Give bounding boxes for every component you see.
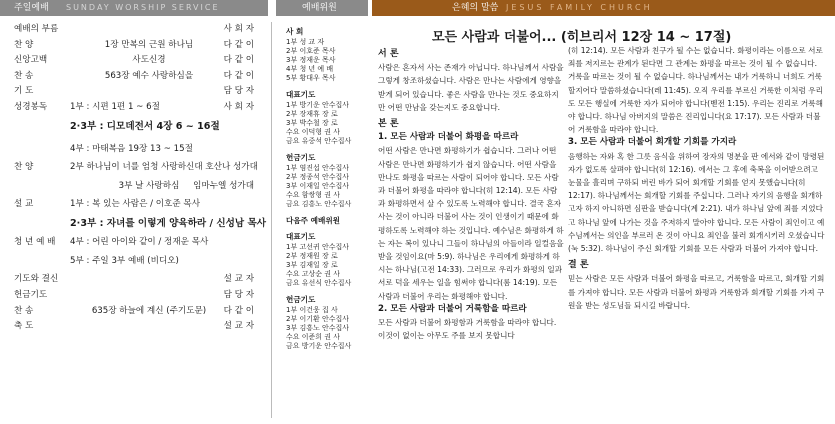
- row-content: 635장 하늘에 계신 (주기도문): [91, 305, 207, 316]
- committee-member: 수요 고상순 권 사: [286, 270, 341, 278]
- committee-panel: [276, 0, 368, 424]
- committee-member: 4부 청 년 예 배: [286, 65, 334, 73]
- worship-order-row: [0, 69, 268, 85]
- column-divider: [271, 22, 272, 418]
- committee-section-title: 사 회: [286, 27, 304, 36]
- row-responsible: 담 당 자: [223, 86, 254, 97]
- committee-section-title: 다음주 예배위원: [286, 216, 340, 225]
- row-label: 헌금기도: [14, 289, 48, 300]
- worship-order-row: [0, 100, 268, 116]
- row-label: 기 도: [14, 86, 34, 97]
- sermon-title: 모든 사람과 더불어... (히브리서 12장 14 ~ 17절): [432, 30, 732, 45]
- worship-order-row: [0, 38, 268, 54]
- sermon-heading: 본 론: [378, 119, 399, 130]
- row-label: 찬 양: [14, 161, 34, 172]
- committee-member: 1부 성 교 자: [286, 38, 325, 46]
- committee-member: 2부 장재휴 장 로: [286, 110, 338, 118]
- worship-order-row: [0, 22, 268, 38]
- sermon-heading: 결 론: [568, 260, 589, 271]
- row-responsible: 다 같 이: [223, 70, 254, 81]
- row-label: 찬 송: [14, 305, 34, 316]
- row-content: 1장 만복의 근원 하나님: [104, 39, 194, 50]
- sermon-section-title: 은혜의 말씀: [452, 3, 499, 13]
- committee-member: 3부 이재일 안수집사: [286, 182, 349, 190]
- row-label: 찬 양: [14, 39, 34, 50]
- worship-order-header: [0, 0, 268, 16]
- sermon-heading: 2. 모든 사람과 더불어 거룩함을 따르라: [378, 303, 527, 314]
- committee-member: 2부 이기환 안수집사: [286, 315, 349, 323]
- committee-member: 3부 박수철 장 로: [286, 119, 338, 127]
- row-content: 2부 하나님이 너를 엄청 사랑하신대 호산나 성가대: [70, 161, 258, 172]
- row-responsible: 다 같 이: [223, 39, 254, 50]
- committee-member: 수요 함쌍형 권 사: [286, 191, 341, 199]
- row-responsible: 설 교 자: [223, 274, 254, 285]
- row-content: 2·3부 : 자녀를 이렇게 양육하라 / 신성남 목사: [70, 217, 266, 229]
- worship-order-row: [0, 53, 268, 69]
- row-content: 1부 : 복 있는 사람은 / 이호준 목사: [70, 199, 200, 210]
- sermon-header: [372, 0, 835, 16]
- row-label: 성경봉독: [14, 101, 48, 112]
- committee-member: 1부 고선귀 안수집사: [286, 243, 349, 251]
- row-responsible: 설 교 자: [223, 321, 254, 332]
- committee-member: 금요 유중석 안수집사: [286, 137, 352, 145]
- worship-order-row: [0, 272, 268, 288]
- row-content: 3부 날 사랑하심: [118, 181, 180, 192]
- sermon-heading: 서 론: [378, 49, 399, 59]
- committee-member: 1부 염진섭 안수집사: [286, 164, 349, 172]
- sermon-section-en-title: JESUS FAMILY CHURCH: [506, 3, 653, 12]
- committee-title: 예배위원: [302, 3, 337, 13]
- committee-member: 2부 이호준 목사: [286, 47, 336, 55]
- sermon-column-1: [378, 44, 564, 342]
- worship-order-row: [0, 197, 268, 213]
- committee-member: 수요 이준희 권 사: [286, 333, 341, 341]
- committee-section-title: 대표기도: [286, 232, 316, 241]
- committee-member: 2부 정재원 장 로: [286, 252, 338, 260]
- row-content: 사도신경: [132, 55, 166, 66]
- worship-order-row: [0, 160, 268, 176]
- row-responsible: 임마누엘 성가대: [193, 181, 254, 192]
- sermon-heading: 3. 모든 사람과 더불어 회개할 기회를 가지라: [568, 137, 737, 148]
- row-content: 1부 : 시편 1편 1 ~ 6절: [70, 101, 160, 112]
- row-label: 예배의 부름: [14, 24, 59, 34]
- committee-member: 3부 김재일 장 로: [286, 261, 338, 269]
- committee-member: 1부 방기운 안수집사: [286, 101, 349, 109]
- committee-member: 수요 이덕형 권 사: [286, 128, 341, 136]
- committee-section-title: 헌금기도: [286, 153, 316, 162]
- committee-member: 2부 정종석 안수집사: [286, 173, 349, 181]
- worship-order-title: 주일예배: [14, 3, 49, 13]
- sermon-paragraph: 어떤 사람은 만나면 화평하기가 쉽습니다. 그러나 어떤 사람은 만나면 화평하기가 쉽지 않습니다. 어떤 사람을 만나도 화평을 따르는 사람이 되어야 합니다. 모든 사람과 더불어 화평을 따라야 합니다(히 12:14). 모든 사람과 화평하면서 살 수 있도록 노력해야 합니다. 결국 혼자 사는 것이 아니라 더불어 사는 것이 인생이기 때문에 화평하도록 노력해야 하는 것입니다. 예수님은 화평하게 하는 자는 복이 있나니 그들이 하나님의 아들이라 일컬음을 받을 것임이요(마 5:9). 하나님은 우리에게 화평하게 하시는 하나님(고전 14:33). 그러므로 우리가 화평의 일과 서로 덕을 세우는 일을 힘써야 합니다(롬 14:19). 모든 사람과 더불어 우리는 화평해야 합니다.: [378, 146, 564, 301]
- row-label: 축 도: [14, 321, 34, 332]
- worship-order-row: [0, 116, 268, 138]
- row-label: 신앙고백: [14, 55, 48, 66]
- sermon-panel: [372, 0, 835, 424]
- sermon-paragraph: 믿는 사람은 모든 사람과 더불어 화평을 따르고, 거룩함을 따르고, 회개할 기회를 가져야 합니다. 모든 사람과 더불어 화평과 거룩함과 회개할 기회를 가져 구원을 받는 성도님들 되시길 바랍니다.: [568, 274, 825, 310]
- row-label: 청 년 예 배: [14, 236, 56, 247]
- worship-order-row: [0, 304, 268, 320]
- sermon-column-2: [568, 44, 826, 312]
- committee-section-title: 대표기도: [286, 90, 316, 99]
- sermon-paragraph: 사람은 혼자서 사는 존재가 아닙니다. 하나님께서 사람을 그렇게 창조하셨습니다. 사람은 만나는 사람에게 영향을 받게 되어 있습니다. 좋은 사람을 만나는 것도 중요하지만 어떤 만남을 갖는지도 중요합니다.: [378, 63, 564, 112]
- worship-order-row: [0, 213, 268, 235]
- row-responsible: 사 회 자: [223, 24, 254, 34]
- committee-member: 금요 방기운 안수집사: [286, 342, 352, 350]
- row-responsible: 담 당 자: [223, 289, 254, 300]
- row-content: 2·3부 : 디모데전서 4장 6 ~ 16절: [70, 120, 220, 132]
- row-responsible: 다 같 이: [223, 55, 254, 66]
- committee-member: 금요 유선식 안수집사: [286, 279, 352, 287]
- worship-order-en-title: SUNDAY WORSHIP SERVICE: [66, 3, 220, 12]
- sermon-paragraph: 음행하는 자와 혹 한 그릇 음식을 위하여 장자의 명분을 판 에서와 같이 망령된 자가 없도록 살펴야 합니다(히 12:16). 에서는 그 후에 축복을 이어받으려고 눈물을 흘리며 구하되 버린 바가 되어 회개할 기회를 얻지 못했습니다(히 12:17). 하나님께서는 회개할 기회를 주십니다. 그러나 자기의 음행을 회개하고자 하지 아니하면 심판을 받습니다(계 2:21). 내가 하나님 앞에 죄를 지었다고 하나님 앞에 나가는 것을 주저하지 말아야 합니다. 모든 사람이 죄인이고 예수님께서는 의인을 부르러 온 것이 아니요 죄인을 불러 회개시키러 오셨습니다(눅 5:32). 하나님이 주신 회개할 기회를 모든 사람과 더불어 가져야 합니다.: [568, 151, 825, 254]
- committee-member: 1부 이건웅 집 사: [286, 306, 338, 314]
- row-content: 4부 : 마태복음 19장 13 ~ 15절: [70, 143, 193, 154]
- row-label: 찬 송: [14, 70, 34, 81]
- row-label: 설 교: [14, 199, 34, 210]
- worship-order-row: [0, 138, 268, 160]
- committee-section-title: 헌금기도: [286, 295, 316, 304]
- worship-order-row: [0, 235, 268, 251]
- committee-member: 3부 정재운 목사: [286, 56, 336, 64]
- worship-order-row: [0, 250, 268, 272]
- committee-member: 금요 김흥노 안수집사: [286, 200, 352, 208]
- worship-order-row: [0, 319, 268, 335]
- worship-order-panel: [0, 0, 268, 424]
- row-content: 5부 : 주일 3부 예배 (비디오): [70, 256, 179, 267]
- sermon-heading: 1. 모든 사람과 더불어 화평을 따르라: [378, 132, 519, 143]
- committee-member: 5부 황대우 목사: [286, 74, 336, 82]
- sermon-paragraph: (히 12:14). 모든 사람과 친구가 될 수는 없습니다. 화평이라는 이름으로 서로 죄를 저지르는 관계가 된다면 그 관계는 화평을 따르는 것이 될 수 없습니다. 거룩을 따르는 것이 될 수 없습니다. 하나님께서는 내가 거룩하니 너희도 거룩할지어다 말씀하셨습니다(레 11:45). 오직 우리를 부르신 거룩한 이처럼 우리도 모든 행실에 거룩한 자가 되어야 합니다(벧전 1:15). 우리는 진리로 거룩해야 합니다. 하나님 아버지의 말씀은 진리입니다(요 17:17). 모든 사람과 더불어 거룩함을 따라야 합니다.: [568, 46, 823, 135]
- row-responsible: 사 회 자: [223, 101, 254, 112]
- sermon-paragraph: 모든 사람과 더불어 화평함과 거룩함을 따라야 합니다. 이것이 없이는 아무도 주를 보지 못합니다: [378, 318, 557, 341]
- row-label: 기도와 결신: [14, 274, 59, 285]
- worship-order-list: [0, 22, 268, 335]
- row-responsible: 다 같 이: [223, 305, 254, 316]
- worship-order-row: [0, 84, 268, 100]
- worship-order-row: [0, 288, 268, 304]
- committee-member: 3부 김흥노 안수집사: [286, 324, 349, 332]
- worship-order-row: [0, 175, 268, 197]
- committee-header: [276, 0, 368, 16]
- row-content: 4부 : 어린 아이와 같이 / 정재운 목사: [70, 236, 209, 247]
- row-content: 563장 예수 사랑하심을: [104, 70, 194, 81]
